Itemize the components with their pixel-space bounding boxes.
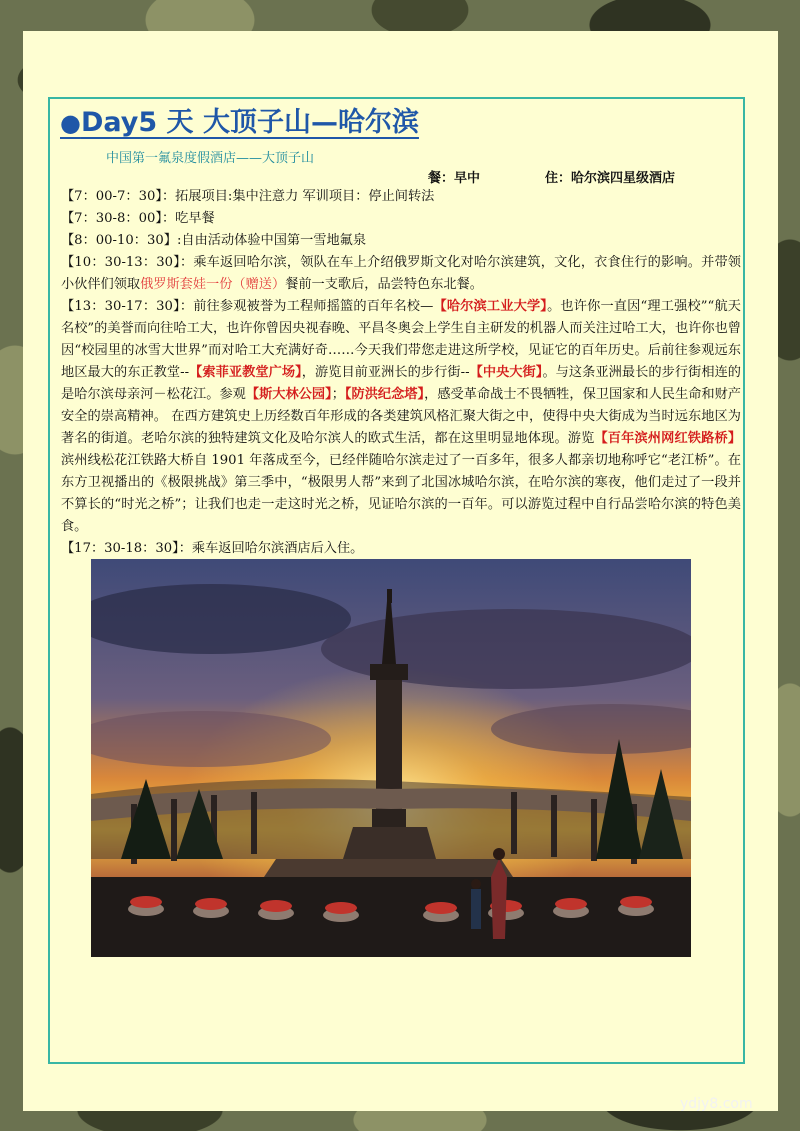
schedule-item-5: 【13：30-17：30】：前往参观被誉为工程师摇篮的百年名校—【哈尔滨工业大学】。也许你一直因“理工强校”“航天名校”的美誉而向往哈工大，也许你曾因央视春晚、平昌冬奥会上学生自主研发的机器人而关注过哈工大，也许你也曾因“校园里的冰雪大世界”而对哈工大充满好奇……今天我们带您走进这所学校，见证它的百年历史。后前往参观远东地区最大的东正教堂--【索菲亚教堂广场】，游览目前亚洲长的步行街--【中央大街】。与这条亚洲最长的步行街相连的是哈尔滨母亲河－松花江。参观【斯大林公园】；【防洪纪念塔】，感受革命战士不畏牺牲，保卫国家和人民生命和财产安全的崇高精神。 在西方建筑史上历经数百年形成的各类建筑风格汇聚大街之中，使得中央大街成为当时远东地区为著名的街道。老哈尔滨的独特建筑文化及哈尔滨人的欧式生活，都在这里明显地体现。游览【百年滨州网红铁路桥】滨州线松花江铁路大桥自 1901 年落成至今，已经伴随哈尔滨走过了一百多年，很多人都亲切地称呼它“老江桥”。在东方卫视播出的《极限挑战》第三季中，“极限男人帮”来到了北国冰城哈尔滨，在哈尔滨的寒夜，他们走过了一段并不算长的“时光之桥”；让我们也走一走这时光之桥，见证哈尔滨的一百年。可以游览过程中自行品尝哈尔滨的特色美食。	[61, 299, 742, 534]
stay-info: 住：哈尔滨四星级酒店	[545, 171, 676, 186]
day-title-text: Day5 天 大顶子山—哈尔滨	[80, 107, 419, 138]
schedule-item-3: 【8：00-10：30】:自由活动体验中国第一雪地氟泉	[61, 233, 367, 248]
watermark: ydjy8.com	[680, 1096, 753, 1112]
schedule-item-2: 【7：30-8：00】：吃早餐	[61, 211, 215, 226]
schedule-body	[61, 186, 741, 560]
highlight-flood-tower: 【防洪纪念塔】	[344, 387, 425, 402]
flood-memorial-tower-photo	[91, 559, 691, 957]
title-bullet-icon: ●	[60, 109, 81, 137]
highlight-hit: 【哈尔滨工业大学】	[433, 299, 548, 314]
meal-stay-line	[428, 167, 675, 186]
gift-highlight: 俄罗斯套娃一份（赠送）	[140, 277, 286, 292]
schedule-item-4: 【10：30-13：30】：乘车返回哈尔滨，领队在车上介绍俄罗斯文化对哈尔滨建筑，文化，衣食住行的影响。并带领小伙伴们领取俄罗斯套娃一份（赠送）餐前一支歌后，品尝特色东北餐。	[61, 255, 741, 292]
highlight-sophia: 【索菲亚教堂广场】	[189, 365, 302, 380]
day-title	[60, 100, 419, 139]
meal-info: 餐：早中	[428, 171, 481, 186]
schedule-item-6: 【17：30-18：30】：乘车返回哈尔滨酒店后入住。	[61, 541, 364, 556]
highlight-railway-bridge: 【百年滨州网红铁路桥】	[594, 431, 742, 446]
schedule-item-1: 【7：00-7：30】：拓展项目:集中注意力 军训项目：停止间转法	[61, 189, 435, 204]
highlight-central-street: 【中央大街】	[469, 365, 543, 380]
hotel-subtitle: 中国第一氟泉度假酒店——大顶子山	[106, 151, 315, 166]
highlight-stalin-park: 【斯大林公园】	[245, 387, 332, 402]
